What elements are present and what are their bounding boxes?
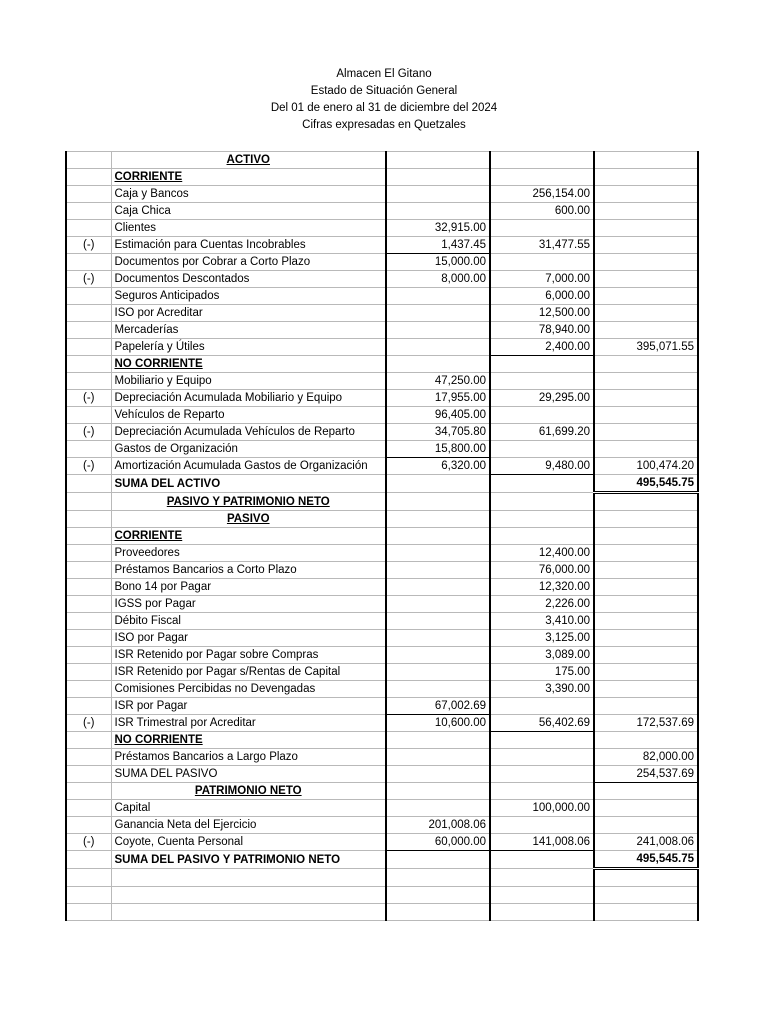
row-sign-cell [66, 441, 111, 458]
table-row [66, 887, 698, 904]
row-label-cell: ISO por Acreditar [111, 305, 386, 322]
row-value-col2 [490, 698, 594, 715]
row-value-col2 [490, 887, 594, 904]
row-value-col2: 61,699.20 [490, 424, 594, 441]
row-label-cell: ISR Retenido por Pagar s/Rentas de Capital [111, 664, 386, 681]
table-row [66, 869, 698, 887]
table-row [66, 373, 698, 390]
table-row [66, 698, 698, 715]
row-value-col1 [386, 887, 490, 904]
table-row [66, 390, 698, 407]
row-sign-cell [66, 407, 111, 424]
row-label-cell: PASIVO Y PATRIMONIO NETO [111, 493, 386, 511]
row-value-col2: 76,000.00 [490, 562, 594, 579]
row-value-col2: 256,154.00 [490, 186, 594, 203]
row-value-col2: 29,295.00 [490, 390, 594, 407]
table-row [66, 817, 698, 834]
table-row [66, 664, 698, 681]
row-label-cell: Mercaderías [111, 322, 386, 339]
table-row [66, 407, 698, 424]
row-value-col3 [594, 271, 698, 288]
table-row [66, 356, 698, 373]
row-value-col1 [386, 800, 490, 817]
row-sign-cell [66, 869, 111, 887]
row-label-cell: Mobiliario y Equipo [111, 373, 386, 390]
row-value-col3 [594, 407, 698, 424]
row-value-col2: 600.00 [490, 203, 594, 220]
row-label-cell: ISO por Pagar [111, 630, 386, 647]
row-sign-cell [66, 851, 111, 869]
row-value-col2: 12,400.00 [490, 545, 594, 562]
row-value-col1 [386, 203, 490, 220]
table-row [66, 783, 698, 800]
row-label-cell: NO CORRIENTE [111, 732, 386, 749]
table-row [66, 288, 698, 305]
row-value-col1 [386, 339, 490, 356]
row-value-col1 [386, 749, 490, 766]
row-value-col1 [386, 851, 490, 869]
row-sign-cell [66, 681, 111, 698]
row-value-col3 [594, 869, 698, 887]
row-value-col3 [594, 390, 698, 407]
row-value-col1 [386, 664, 490, 681]
row-sign-cell [66, 305, 111, 322]
row-sign-cell [66, 579, 111, 596]
row-sign-cell [66, 698, 111, 715]
row-label-cell: Bono 14 por Pagar [111, 579, 386, 596]
row-value-col1 [386, 869, 490, 887]
row-value-col3 [594, 664, 698, 681]
row-value-col1 [386, 766, 490, 783]
row-label-cell: Seguros Anticipados [111, 288, 386, 305]
row-value-col1 [386, 356, 490, 373]
row-sign-cell [66, 339, 111, 356]
table-row [66, 458, 698, 475]
row-label-cell: Comisiones Percibidas no Devengadas [111, 681, 386, 698]
table-row [66, 834, 698, 851]
row-label-cell: IGSS por Pagar [111, 596, 386, 613]
row-value-col2 [490, 869, 594, 887]
row-value-col3 [594, 493, 698, 511]
row-sign-cell [66, 596, 111, 613]
row-value-col1 [386, 305, 490, 322]
table-row [66, 271, 698, 288]
row-value-col2 [490, 475, 594, 493]
row-value-col1 [386, 528, 490, 545]
table-row [66, 424, 698, 441]
row-value-col1: 17,955.00 [386, 390, 490, 407]
row-sign-cell [66, 152, 111, 169]
row-value-col1: 10,600.00 [386, 715, 490, 732]
row-value-col1 [386, 681, 490, 698]
row-value-col2 [490, 407, 594, 424]
row-value-col2 [490, 904, 594, 921]
row-value-col1: 201,008.06 [386, 817, 490, 834]
row-value-col1 [386, 475, 490, 493]
table-row [66, 305, 698, 322]
row-value-col1: 8,000.00 [386, 271, 490, 288]
row-value-col2: 12,320.00 [490, 579, 594, 596]
row-sign-cell [66, 203, 111, 220]
row-value-col1 [386, 904, 490, 921]
row-value-col2: 3,089.00 [490, 647, 594, 664]
row-sign-cell [66, 732, 111, 749]
row-value-col3 [594, 373, 698, 390]
table-row [66, 800, 698, 817]
row-sign-cell [66, 817, 111, 834]
row-value-col3 [594, 579, 698, 596]
row-sign-cell [66, 254, 111, 271]
row-value-col3 [594, 630, 698, 647]
statement-period: Del 01 de enero al 31 de diciembre del 2024 [270, 102, 498, 114]
row-value-col2: 9,480.00 [490, 458, 594, 475]
row-label-cell [111, 904, 386, 921]
row-value-col1: 15,800.00 [386, 441, 490, 458]
row-value-col2 [490, 169, 594, 186]
row-value-col1 [386, 511, 490, 528]
row-value-col2 [490, 528, 594, 545]
row-label-cell: Caja y Bancos [111, 186, 386, 203]
row-value-col2: 141,008.06 [490, 834, 594, 851]
table-row [66, 152, 698, 169]
row-value-col3 [594, 681, 698, 698]
row-value-col3 [594, 441, 698, 458]
row-sign-cell [66, 562, 111, 579]
row-label-cell: SUMA DEL ACTIVO [111, 475, 386, 493]
row-value-col1 [386, 613, 490, 630]
row-value-col3 [594, 545, 698, 562]
row-value-col3: 395,071.55 [594, 339, 698, 356]
row-value-col2: 56,402.69 [490, 715, 594, 732]
table-row [66, 203, 698, 220]
row-value-col3 [594, 887, 698, 904]
table-row [66, 562, 698, 579]
row-sign-cell: (-) [66, 424, 111, 441]
row-sign-cell [66, 322, 111, 339]
table-row [66, 169, 698, 186]
row-sign-cell: (-) [66, 715, 111, 732]
row-value-col1: 34,705.80 [386, 424, 490, 441]
table-row [66, 732, 698, 749]
row-sign-cell [66, 475, 111, 493]
row-sign-cell [66, 511, 111, 528]
row-value-col1: 60,000.00 [386, 834, 490, 851]
row-label-cell: CORRIENTE [111, 169, 386, 186]
row-label-cell: PASIVO [111, 511, 386, 528]
row-value-col3 [594, 613, 698, 630]
row-value-col1 [386, 630, 490, 647]
row-value-col2: 6,000.00 [490, 288, 594, 305]
row-value-col3: 241,008.06 [594, 834, 698, 851]
row-value-col3 [594, 203, 698, 220]
row-value-col2 [490, 817, 594, 834]
row-value-col3 [594, 424, 698, 441]
row-value-col1: 6,320.00 [386, 458, 490, 475]
row-value-col2 [490, 493, 594, 511]
row-value-col2 [490, 254, 594, 271]
row-value-col3: 495,545.75 [594, 851, 698, 869]
row-sign-cell [66, 528, 111, 545]
table-row [66, 579, 698, 596]
table-row [66, 441, 698, 458]
row-value-col2: 31,477.55 [490, 237, 594, 254]
row-sign-cell [66, 493, 111, 511]
row-value-col3 [594, 647, 698, 664]
balance-sheet-table [65, 151, 699, 921]
table-row [66, 186, 698, 203]
row-label-cell: Amortización Acumulada Gastos de Organización [111, 458, 386, 475]
row-label-cell: SUMA DEL PASIVO [111, 766, 386, 783]
row-value-col3 [594, 528, 698, 545]
row-value-col3 [594, 511, 698, 528]
row-label-cell: Coyote, Cuenta Personal [111, 834, 386, 851]
row-label-cell: ISR Retenido por Pagar sobre Compras [111, 647, 386, 664]
row-label-cell: Préstamos Bancarios a Corto Plazo [111, 562, 386, 579]
table-row [66, 681, 698, 698]
row-label-cell [111, 869, 386, 887]
row-sign-cell: (-) [66, 834, 111, 851]
row-value-col1: 32,915.00 [386, 220, 490, 237]
row-value-col1 [386, 732, 490, 749]
table-row [66, 749, 698, 766]
row-value-col1 [386, 186, 490, 203]
row-value-col1: 67,002.69 [386, 698, 490, 715]
row-label-cell: SUMA DEL PASIVO Y PATRIMONIO NETO [111, 851, 386, 869]
row-sign-cell [66, 887, 111, 904]
row-value-col2 [490, 732, 594, 749]
row-value-col2 [490, 749, 594, 766]
row-value-col2 [490, 766, 594, 783]
row-label-cell: Gastos de Organización [111, 441, 386, 458]
row-sign-cell [66, 749, 111, 766]
table-row [66, 339, 698, 356]
row-value-col3 [594, 800, 698, 817]
row-label-cell: ISR por Pagar [111, 698, 386, 715]
row-value-col1: 47,250.00 [386, 373, 490, 390]
row-sign-cell [66, 373, 111, 390]
currency-note: Cifras expresadas en Quetzales [302, 119, 466, 131]
row-value-col1 [386, 783, 490, 800]
row-value-col3: 100,474.20 [594, 458, 698, 475]
row-value-col3 [594, 596, 698, 613]
row-value-col3: 495,545.75 [594, 475, 698, 493]
table-row [66, 613, 698, 630]
row-label-cell: Documentos Descontados [111, 271, 386, 288]
row-value-col2: 3,390.00 [490, 681, 594, 698]
row-value-col3 [594, 305, 698, 322]
row-sign-cell [66, 664, 111, 681]
table-row [66, 904, 698, 921]
row-value-col2: 2,226.00 [490, 596, 594, 613]
row-value-col1 [386, 545, 490, 562]
row-value-col1 [386, 169, 490, 186]
table-row [66, 647, 698, 664]
row-value-col3: 82,000.00 [594, 749, 698, 766]
row-label-cell: ISR Trimestral por Acreditar [111, 715, 386, 732]
row-value-col3: 254,537.69 [594, 766, 698, 783]
table-row [66, 596, 698, 613]
row-value-col2: 3,410.00 [490, 613, 594, 630]
row-sign-cell [66, 545, 111, 562]
row-sign-cell: (-) [66, 390, 111, 407]
table-row [66, 511, 698, 528]
row-sign-cell: (-) [66, 458, 111, 475]
row-label-cell: ACTIVO [111, 152, 386, 169]
row-label-cell: PATRIMONIO NETO [111, 783, 386, 800]
row-value-col1 [386, 579, 490, 596]
row-sign-cell: (-) [66, 271, 111, 288]
row-sign-cell [66, 800, 111, 817]
table-row [66, 528, 698, 545]
row-value-col1: 15,000.00 [386, 254, 490, 271]
row-label-cell: CORRIENTE [111, 528, 386, 545]
row-label-cell: Clientes [111, 220, 386, 237]
row-value-col1 [386, 562, 490, 579]
row-value-col1 [386, 322, 490, 339]
row-value-col3 [594, 904, 698, 921]
row-value-col2: 175.00 [490, 664, 594, 681]
row-label-cell: Débito Fiscal [111, 613, 386, 630]
row-value-col2 [490, 851, 594, 869]
row-value-col2 [490, 783, 594, 800]
table-row [66, 220, 698, 237]
table-row [66, 715, 698, 732]
row-value-col2 [490, 441, 594, 458]
row-label-cell: Depreciación Acumulada Vehículos de Reparto [111, 424, 386, 441]
row-label-cell [111, 887, 386, 904]
row-value-col3 [594, 169, 698, 186]
row-label-cell: Préstamos Bancarios a Largo Plazo [111, 749, 386, 766]
row-value-col3 [594, 698, 698, 715]
row-sign-cell [66, 356, 111, 373]
row-sign-cell: (-) [66, 237, 111, 254]
row-label-cell: Depreciación Acumulada Mobiliario y Equipo [111, 390, 386, 407]
row-value-col2: 78,940.00 [490, 322, 594, 339]
row-value-col2 [490, 220, 594, 237]
row-value-col3 [594, 322, 698, 339]
row-value-col3 [594, 254, 698, 271]
row-value-col3 [594, 186, 698, 203]
row-value-col2 [490, 152, 594, 169]
row-sign-cell [66, 220, 111, 237]
row-value-col1 [386, 152, 490, 169]
statement-title: Estado de Situación General [310, 85, 458, 97]
row-sign-cell [66, 647, 111, 664]
row-value-col3 [594, 237, 698, 254]
row-value-col2: 12,500.00 [490, 305, 594, 322]
row-label-cell: Ganancia Neta del Ejercicio [111, 817, 386, 834]
table-row [66, 766, 698, 783]
row-value-col2 [490, 356, 594, 373]
row-label-cell: Proveedores [111, 545, 386, 562]
company-name: Almacen El Gitano [336, 68, 432, 80]
table-row [66, 322, 698, 339]
row-label-cell: Capital [111, 800, 386, 817]
row-label-cell: Documentos por Cobrar a Corto Plazo [111, 254, 386, 271]
row-value-col3 [594, 817, 698, 834]
row-value-col3 [594, 783, 698, 800]
row-sign-cell [66, 766, 111, 783]
row-value-col2: 100,000.00 [490, 800, 594, 817]
table-row [66, 630, 698, 647]
row-value-col2: 2,400.00 [490, 339, 594, 356]
row-value-col1: 96,405.00 [386, 407, 490, 424]
row-label-cell: Vehículos de Reparto [111, 407, 386, 424]
table-row [66, 493, 698, 511]
row-value-col1 [386, 288, 490, 305]
row-value-col3: 172,537.69 [594, 715, 698, 732]
row-sign-cell [66, 783, 111, 800]
row-value-col2: 7,000.00 [490, 271, 594, 288]
row-label-cell: NO CORRIENTE [111, 356, 386, 373]
row-value-col3 [594, 220, 698, 237]
row-sign-cell [66, 288, 111, 305]
row-value-col1: 1,437.45 [386, 237, 490, 254]
table-row [66, 254, 698, 271]
row-value-col2 [490, 373, 594, 390]
row-sign-cell [66, 613, 111, 630]
row-value-col1 [386, 596, 490, 613]
table-row [66, 475, 698, 493]
row-label-cell: Caja Chica [111, 203, 386, 220]
row-sign-cell [66, 186, 111, 203]
row-sign-cell [66, 630, 111, 647]
row-value-col1 [386, 493, 490, 511]
row-value-col2 [490, 511, 594, 528]
row-label-cell: Papelería y Útiles [111, 339, 386, 356]
row-sign-cell [66, 904, 111, 921]
row-value-col1 [386, 647, 490, 664]
table-row [66, 237, 698, 254]
table-row [66, 851, 698, 869]
row-value-col3 [594, 152, 698, 169]
row-value-col3 [594, 562, 698, 579]
row-value-col3 [594, 356, 698, 373]
row-value-col3 [594, 732, 698, 749]
row-label-cell: Estimación para Cuentas Incobrables [111, 237, 386, 254]
row-value-col2: 3,125.00 [490, 630, 594, 647]
row-value-col3 [594, 288, 698, 305]
row-sign-cell [66, 169, 111, 186]
table-row [66, 545, 698, 562]
